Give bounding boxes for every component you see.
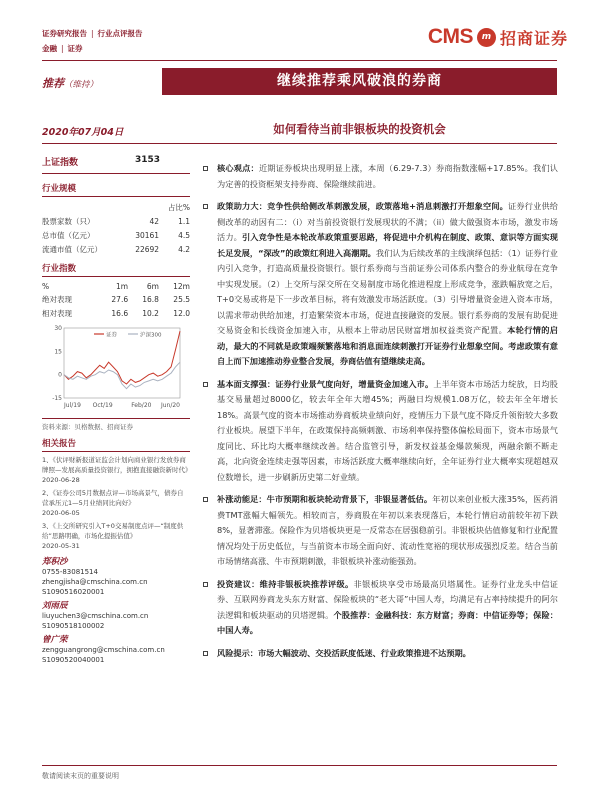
bullet-icon — [203, 497, 208, 502]
related-report-date: 2020-06-05 — [42, 509, 80, 517]
analyst-email[interactable]: zengguangrong@cmschina.com.cn — [42, 646, 165, 654]
analyst-list — [42, 557, 190, 665]
para-lead: 补涨动能足：牛市预期和板块轮动背景下，非银显著低估。 — [217, 494, 433, 504]
bullet-icon — [203, 582, 208, 587]
table-row — [42, 214, 190, 228]
table-row — [42, 306, 190, 320]
report-subtype-label: 行业点评报告 — [97, 29, 143, 38]
industry-index — [42, 262, 190, 431]
related-report-date: 2020-05-31 — [42, 542, 80, 550]
scale-row-pct: 4.5 — [178, 230, 190, 240]
analyst-cert: S1090516020001 — [42, 588, 105, 596]
related-report-date: 2020-06-28 — [42, 476, 80, 484]
perf-header: % — [42, 281, 50, 291]
y-tick-label: 0 — [58, 371, 62, 379]
scale-header-pct: 占比% — [167, 202, 190, 212]
scale-row-label: 股票家数（只） — [42, 216, 95, 226]
analyst-card — [42, 601, 190, 631]
main-content — [203, 161, 558, 668]
series-line-0 — [64, 331, 180, 384]
related-list — [42, 455, 190, 551]
paragraph-fundamentals — [203, 377, 558, 486]
x-tick-label: Oct/19 — [92, 402, 113, 409]
scale-row-pct: 1.1 — [178, 216, 190, 226]
analyst-name: 曾广荣 — [42, 635, 68, 645]
related-report-title[interactable]: 3、《上交所研究引入T+0交易制度点评—“制度供给”思路明确，市场化提振估值》 — [42, 522, 184, 540]
table-row — [42, 228, 190, 242]
perf-value: 27.6 — [111, 294, 129, 304]
chart-frame — [64, 328, 180, 398]
list-item[interactable] — [42, 488, 190, 518]
paragraph-recommendation — [203, 577, 558, 639]
perf-value: 10.2 — [142, 308, 159, 318]
index-chart-svg — [42, 322, 184, 414]
para-lead: 基本面支撑强：证券行业景气度向好，增量资金加速入市。 — [217, 378, 434, 389]
x-tick-label: Jul/19 — [64, 402, 81, 409]
perf-row-label: 相对表现 — [42, 308, 72, 318]
x-tick-label: Feb/20 — [131, 402, 152, 409]
index-label: 上证指数 — [42, 158, 79, 168]
perf-value: 16.8 — [142, 294, 159, 304]
performance-table — [42, 280, 190, 320]
report-subtitle: 如何看待当前非银板块的投资机会 — [273, 122, 446, 136]
para-highlight: 个股推荐：金融科技：东方财富；券商：中信证券等；保险：中国人寿。 — [217, 609, 558, 635]
legend-label: 沪深300 — [140, 332, 162, 339]
perf-header: 6m — [146, 281, 159, 291]
related-reports — [42, 437, 190, 551]
scale-row-label: 总市值（亿元） — [42, 230, 95, 240]
bullet-icon — [203, 382, 208, 387]
logo-seal-icon: m — [477, 28, 496, 47]
para-text: 非银板块享受市场最高贝塔属性。证券行业龙头中信证券、互联网券商龙头东方财富、保险板块的“老大哥”中国人寿，均满足有占率持续提升的阿尔法逻辑和板块驱动的贝塔逻辑。 — [217, 578, 558, 620]
paragraph-risk — [203, 646, 558, 662]
para-lead: 核心观点： — [217, 163, 259, 173]
table-row — [42, 292, 190, 306]
para-text: 上半年资本市场活力绽放，日均股基交易量超过8000亿，较去年全年大增45%；两融日均规模1.08万亿，较去年全年增长18%。高景气度的资本市场推动券商板块业绩向好，疫情压力下景气度不降反升领衔较大多数行业板块。展望下半年，在政策保持高频刺激、市场利率保持整体偏松局面下，资本市场景气度同比、环比均大概率继续改善。结合监管引导，新发权益基金爆款频现，两融余额不断走高，北向资金连续走强等因素，市场活跃度大概率继续向好，全年证券行业大概率实现超越双位数增长，进一步刷新历史第二好业绩。 — [217, 378, 558, 482]
chart-source: 资料来源：贝格数据、招商证券 — [42, 418, 190, 431]
legend-label: 证券 — [106, 332, 118, 339]
index-value: 3153 — [134, 155, 160, 165]
para-lead: 投资建议：维持非银板块推荐评级。 — [217, 578, 354, 589]
y-tick-label: 15 — [54, 348, 62, 356]
table-row — [42, 242, 190, 256]
para-highlight: 本轮行情的启动，最大的不同就是政策端频繁落地和消息面连续刺激打开证券行业想象空间。考虑政策有意自上而下加速推动券业整合发展，券商估值有望继续走高。 — [217, 325, 558, 366]
performance-title: 行业指数 — [42, 262, 190, 277]
x-tick-label: Jun/20 — [160, 402, 180, 409]
report-type-label: 证券研究报告 — [42, 29, 87, 38]
scale-row-value: 42 — [149, 216, 160, 226]
analyst-email[interactable]: zhengjisha@cmschina.com.cn — [42, 578, 148, 586]
para-lead: 风险提示： — [217, 647, 258, 658]
company-logo — [428, 26, 568, 48]
rating — [42, 75, 98, 91]
bullet-icon — [203, 166, 208, 171]
para-highlight: 市场大幅波动、交投活跃度低迷、行业政策推进不达预期。 — [257, 647, 471, 658]
list-item[interactable] — [42, 521, 190, 551]
perf-header: 12m — [173, 281, 190, 291]
subtitle-divider — [42, 143, 557, 144]
scale-row-value: 30161 — [135, 230, 160, 240]
analyst-name: 刘雨辰 — [42, 601, 68, 611]
related-report-title[interactable]: 1、《伏评财新报道证监会计划向商业银行发放券商牌照—发展高质量投资银行，拥抱直接融资新时代》 — [42, 456, 192, 474]
rating-note: （维持） — [64, 80, 99, 90]
paragraph-core-view — [203, 161, 558, 192]
logo-chinese-name: 招商证券 — [499, 28, 568, 48]
para-text: 证券行业供给侧改革的动因有二：（i）对当前投资银行发展现状的不满；（ii）做大做强资本市场，激发市场活力。 — [217, 201, 558, 242]
related-report-title[interactable]: 2、《证券公司5月数据点评—市场高景气，债券自营承压元1—5月业绩同比向好》 — [42, 489, 184, 507]
scale-row-label: 流通市值（亿元） — [42, 244, 102, 254]
y-tick-label: -15 — [52, 395, 62, 402]
perf-row-label: 绝对表现 — [42, 294, 72, 304]
analyst-card — [42, 635, 190, 665]
report-title: 继续推荐乘风破浪的券商 — [162, 68, 557, 95]
perf-value: 12.0 — [173, 308, 190, 318]
logo-cms-text: CMS — [427, 25, 473, 48]
index-chart — [42, 322, 184, 414]
index-row — [42, 152, 190, 174]
para-highlight: 引入竞争性是本轮改革政策重要思路，将促进中介机构在制度、政策、意识等方面实现长足发展，“深改”的政策红利进入高潮期。 — [217, 232, 558, 258]
industry-scale — [42, 182, 190, 256]
analyst-cert: S1090520040001 — [42, 656, 105, 664]
footer-note: 敬请阅读末页的重要说明 — [42, 772, 119, 780]
analyst-email[interactable]: liuyuchen3@cmschina.com.cn — [42, 612, 149, 620]
sector-label: 金融 — [42, 44, 57, 53]
analyst-name: 郑积沙 — [42, 557, 68, 567]
related-title: 相关报告 — [42, 437, 190, 452]
header-divider — [42, 60, 557, 61]
analyst-card — [42, 557, 190, 597]
list-item[interactable] — [42, 455, 190, 485]
perf-header: 1m — [116, 281, 129, 291]
para-lead: 政策助力大：竞争性供给侧改革刺激发展，政策落地+消息刺激打开想象空间。 — [217, 201, 509, 211]
scale-row-value: 22692 — [135, 244, 160, 254]
para-text: 近期证券板块出现明显上涨，本周（6.29-7.3）券商指数涨幅+17.85%。我们认为定善的投资框架支持券商、保险继续前进。 — [217, 163, 558, 189]
sidebar — [42, 152, 190, 665]
analyst-phone: 0755-83081514 — [42, 568, 98, 576]
bullet-icon — [203, 204, 208, 209]
y-tick-label: 30 — [54, 325, 62, 332]
bullet-icon — [203, 651, 208, 656]
report-category: 证券研究报告 | 行业点评报告 金融 | 证券 — [42, 29, 143, 53]
report-date: 2020年07月04日 — [42, 127, 124, 138]
scale-table — [42, 200, 190, 256]
perf-value: 16.6 — [111, 308, 129, 318]
paragraph-catchup — [203, 492, 558, 570]
scale-title: 行业规模 — [42, 182, 190, 197]
footer-divider — [42, 765, 557, 766]
rating-label: 推荐 — [42, 77, 64, 90]
para-text: 我们认为后续改革的主线演绎包括：（1）证券行业内引入竞争，打造高质量投资银行。银行系券商与当前证券公司体系内整合的券业航母在竞争中实现发展。（2）上交所与深交所在交易制度市场化推进程度上形成竞争，涨跌幅放宽之后，T+0交易或将是下一步改革目标，将有效激发市场活跃度。（3）引导增量资金进入资本市场，以需求带动供给加速，打造繁荣资本市场，促进直接融资的发展。银行系券商的发展有助促进交易资金和长线资金加速入市，从根本上带动居民财富增加权益类资产配置。 — [217, 247, 558, 335]
scale-row-pct: 4.2 — [178, 244, 190, 254]
para-text: 年初以来创业板大涨35%，医药消费TMT涨幅大幅领先。相较而言，券商股在年初以来表现落后，本轮行情启动前较年初下跌8%，显著滞涨。保险作为贝塔板块更是一反常态在居强稳前引。非银板块估值修复和行业配置情况均处于历史低位，与当前资本市场全面向好、流动性宽裕的现状形成强烈反差。结合当前市场情绪高涨、牛市预期刺激，非银板块补涨动能强劲。 — [217, 494, 558, 566]
paragraph-policy — [203, 199, 558, 370]
perf-value: 25.5 — [173, 294, 190, 304]
series-line-1 — [64, 362, 180, 389]
industry-label: 证券 — [67, 44, 83, 53]
analyst-cert: S1090518100002 — [42, 622, 105, 630]
